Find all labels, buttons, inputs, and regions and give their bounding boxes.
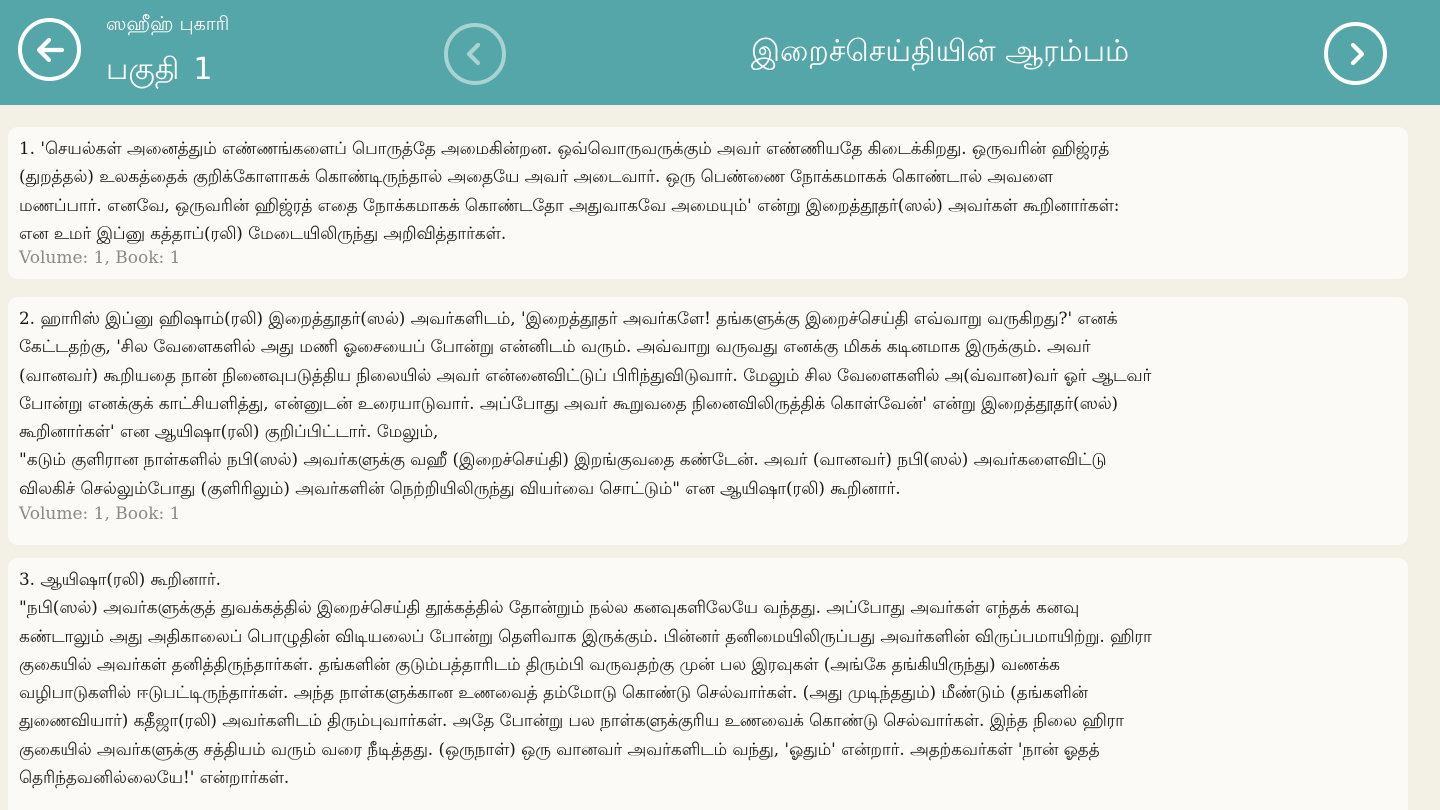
- section-label: [106, 52, 212, 91]
- hadith-volume-book: Volume: 1, Book: 1: [19, 248, 181, 268]
- arrow-left-icon: [32, 32, 68, 68]
- hadith-list[interactable]: [0, 105, 1440, 810]
- section-number: 1: [193, 52, 213, 87]
- chevron-right-icon: [1341, 39, 1371, 69]
- section-label-text: பகுதி: [106, 52, 180, 87]
- hadith-text: 2. ஹாரிஸ் இப்னு ஹிஷாம்(ரலி) இறைத்தூதர்(ஸல்) அவர்களிடம், 'இறைத்தூதர் அவர்களே! தங்களுக்கு இறைச்செய்தி எவ்வாறு வருகிறது?' எனக் கேட்டதற்கு, 'சில வேளைகளில் அது மணி ஓசையைப் போன்று என்னிடம் வரும். அவ்வாறு வருவது எனக்கு மிகக் கடினமாக இருக்கும். அவர் (வானவர்) கூறியதை நான் நினைவுபடுத்திய நிலையில் அவர் என்னைவிட்டுப் பிரிந்துவிடுவார். மேலும் சில வேளைகளில் அ(வ்வான)வர் ஓர் ஆடவர் போன்று எனக்குக் காட்சியளித்து, என்னுடன் உரையாடுவார். அப்போது அவர் கூறுவதை நினைவிலிருத்திக் கொள்வேன்' என்று இறைத்தூதர்(ஸல்) கூறினார்கள்' என ஆயிஷா(ரலி) குறிப்பிட்டார். மேலும், "கடும் குளிரான நாள்களில் நபி(ஸல்) அவர்களுக்கு வஹீ (இறைச்செய்தி) இறங்குவதை கண்டேன். அவர் (வானவர்) நபி(ஸல்) அவர்களைவிட்டு விலகிச் செல்லும்போது (குளிரிலும்) அவர்களின் நெற்றியிலிருந்து வியர்வை சொட்டும்" என ஆயிஷா(ரலி) கூறினார்.: [19, 308, 1152, 498]
- previous-chapter-button[interactable]: [444, 23, 506, 85]
- hadith-text: 1. 'செயல்கள் அனைத்தும் எண்ணங்களைப் பொருத்தே அமைகின்றன. ஒவ்வொருவருக்கும் அவர் எண்ணியதே கிடைக்கிறது. ஒருவரின் ஹிஜ்ரத் (துறத்தல்) உலகத்தைக் குறிக்கோளாகக் கொண்டிருந்தால் அதையே அவர் அடைவார். ஒரு பெண்ணை நோக்கமாகக் கொண்டால் அவளை மணப்பார். எனவே, ஒருவரின் ஹிஜ்ரத் எதை நோக்கமாகக் கொண்டதோ அதுவாகவே அமையும்' என்று இறைத்தூதர்(ஸல்) அவர்கள் கூறினார்கள்: என உமர் இப்னு கத்தாப்(ரலி) மேடையிலிருந்து அறிவித்தார்கள்.: [19, 138, 1120, 243]
- hadith-volume-book: Volume: 1, Book: 1: [19, 504, 181, 524]
- chapter-title: இறைச்செய்தியின் ஆரம்பம்: [750, 34, 1130, 69]
- back-button[interactable]: [18, 18, 81, 81]
- hadith-card[interactable]: [8, 297, 1408, 545]
- chevron-left-icon: [460, 39, 490, 69]
- hadith-card[interactable]: [8, 127, 1408, 279]
- hadith-text: 3. ஆயிஷா(ரலி) கூறினார். "நபி(ஸல்) அவர்களுக்குத் துவக்கத்தில் இறைச்செய்தி தூக்கத்தில் தோன்றும் நல்ல கனவுகளிலேயே வந்தது. அப்போது அவர்கள் எந்தக் கனவு கண்டாலும் அது அதிகாலைப் பொழுதின் விடியலைப் போன்று தெளிவாக இருக்கும். பின்னர் தனிமையிலிருப்பது அவர்களின் விருப்பமாயிற்று. ஹிரா குகையில் அவர்கள் தனித்திருந்தார்கள். தங்களின் குடும்பத்தாரிடம் திரும்பி வருவதற்கு முன் பல இரவுகள் (அங்கே தங்கியிருந்து) வணக்க வழிபாடுகளில் ஈடுபட்டிருந்தார்கள். அந்த நாள்களுக்கான உணவைத் தம்மோடு கொண்டு செல்வார்கள். (அது முடிந்ததும்) மீண்டும் (தங்களின் துணைவியார்) கதீஜா(ரலி) அவர்களிடம் திரும்புவார்கள். அதே போன்று பல நாள்களுக்குரிய உணவைக் கொண்டு செல்வார்கள். இந்த நிலை ஹிரா குகையில் அவர்களுக்கு சத்தியம் வரும் வரை நீடித்தது. (ஒருநாள்) ஒரு வானவர் அவர்களிடம் வந்து, 'ஓதும்' என்றார். அதற்கவர்கள் 'நான் ஓதத் தெரிந்தவனில்லையே!' என்றார்கள்.: [19, 569, 1152, 788]
- app-header: [0, 0, 1440, 105]
- next-chapter-button[interactable]: [1324, 22, 1387, 85]
- hadith-card[interactable]: [8, 558, 1408, 810]
- app-name: ஸஹீஹ் புகாரி: [106, 13, 230, 35]
